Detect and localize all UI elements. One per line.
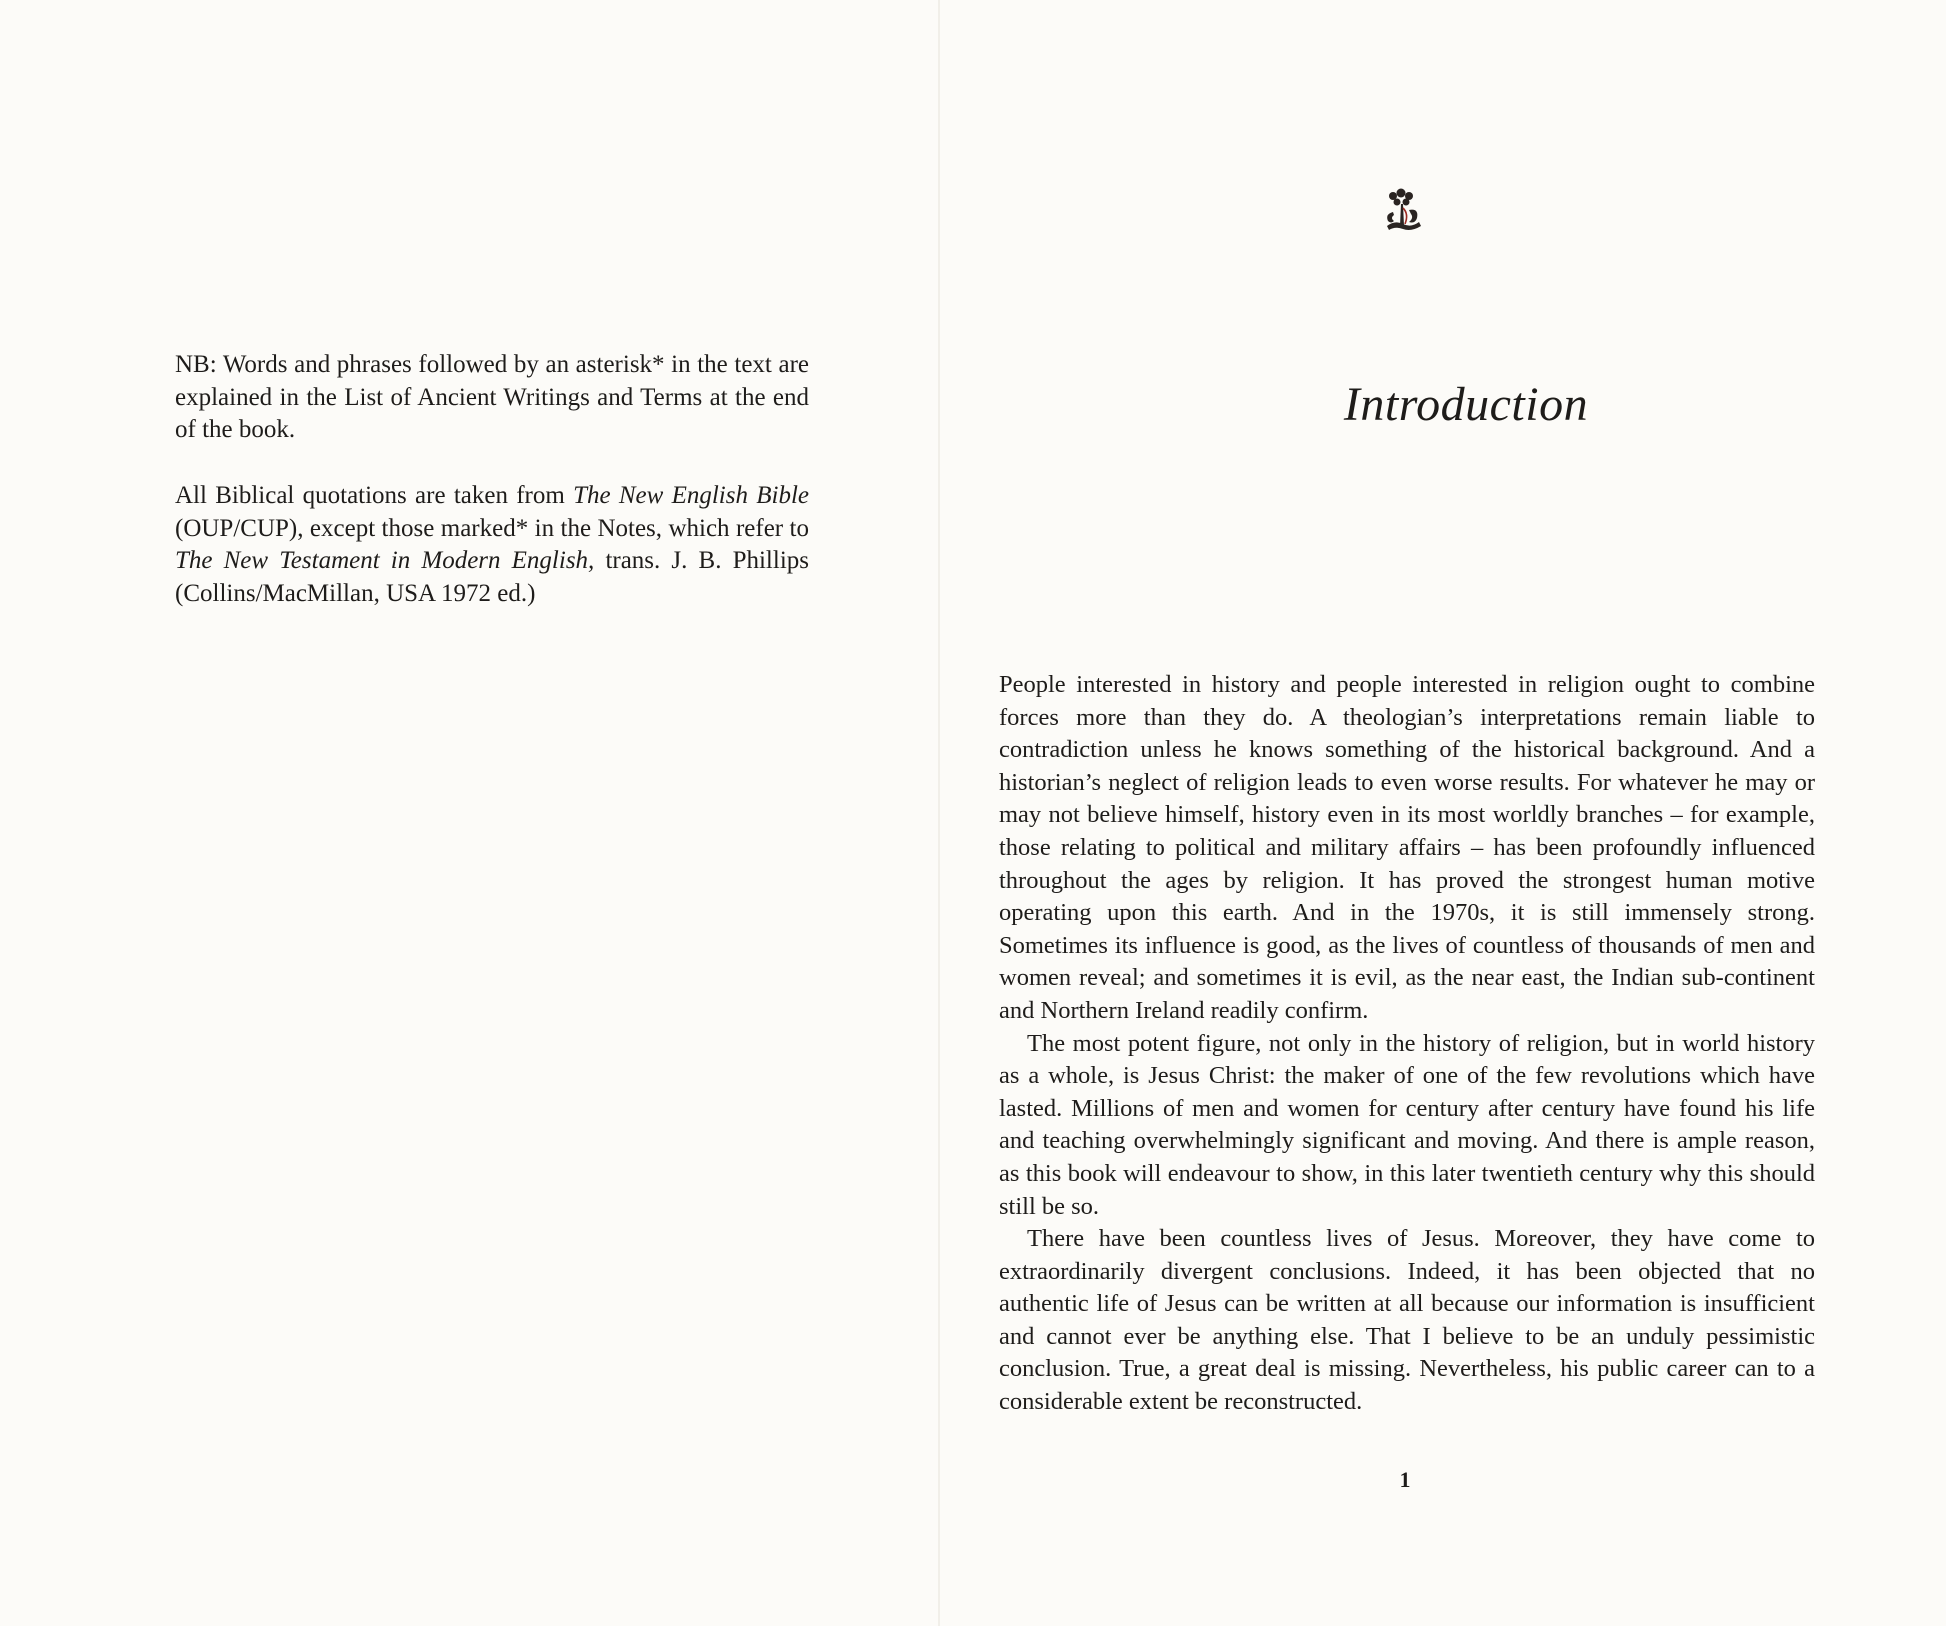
- left-page: [0, 0, 940, 1626]
- paragraph: The most potent figure, not only in the history of religion, but in world history as a whole, is Jesus Christ: the maker of one of the few revolutions which have lasted. Millions of men and women for century after century have found his life and teaching overwhelmingly significant and moving. And there is ample reason, as this book will endeavour to show, in this later twentieth century why this should still be so.: [999, 1029, 1815, 1220]
- asterisk-note: [175, 349, 809, 447]
- chapter-title: Introduction: [1343, 378, 1589, 431]
- bible-title-italic: The New English Bible: [573, 482, 809, 509]
- fleuron-ornament-icon: [1379, 186, 1427, 234]
- quotation-source-note: [175, 480, 809, 610]
- paragraph: People interested in history and people interested in religion ought to combine forces more than they do. A theologian’s interpretations remain liable to contradiction unless he knows something of the historical background. And a historian’s neglect of religion leads to even worse results. For whatever he may or may not believe himself, history even in its most worldly branches – for example, those relating to political and military affairs – has been profoundly influenced throughout the ages by religion. It has proved the strongest human motive operating upon this earth. And in the 1970s, it is still immensely strong. Sometimes its influence is good, as the lives of countless of thousands of men and women reveal; and sometimes it is evil, as the near east, the Indian sub-continent and Northern Ireland readily confirm.: [999, 671, 1815, 1024]
- paragraph: There have been countless lives of Jesus. Moreover, they have come to extraordinarily divergent conclusions. Indeed, it has been objected that no authentic life of Jesus can be written at all because our information is insufficient and cannot ever be anything else. That I believe to be an unduly pessimistic conclusion. True, a great deal is missing. Nevertheless, his public career can to a considerable extent be reconstructed.: [999, 1225, 1815, 1416]
- phillips-title-italic: The New Testament in Modern English,: [175, 547, 595, 574]
- asterisk-note-text: NB: Words and phrases followed by an asterisk* in the text are explained in the List of Ancient Writings and Terms at the end of the book.: [175, 351, 809, 443]
- quotation-note-text-3: trans. J. B. Phillips (Collins/MacMillan, USA 1972 ed.): [175, 547, 809, 607]
- introduction-body: [999, 669, 1815, 1419]
- quotation-note-text-1: All Biblical quotations are taken from: [175, 482, 574, 509]
- page-number: 1: [1399, 1467, 1411, 1492]
- quotation-note-text-2: (OUP/CUP), except those marked* in the Notes, which refer to: [175, 514, 809, 542]
